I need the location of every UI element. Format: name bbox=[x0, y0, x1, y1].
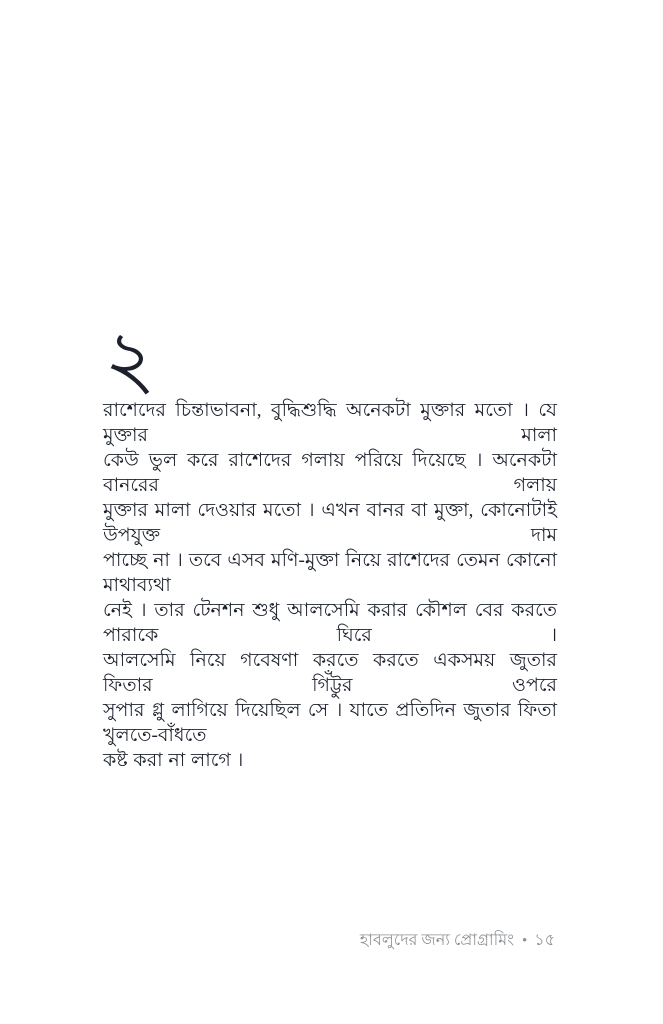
chapter-paragraph bbox=[103, 398, 557, 773]
paragraph-line: নেই । তার টেনশন শুধু আলসেমি করার কৌশল বের করতে পারাকে ঘিরে । bbox=[103, 600, 557, 646]
paragraph-line: কষ্ট করা না লাগে । bbox=[103, 750, 244, 771]
paragraph-line: মুক্তার মালা দেওয়ার মতো । এখন বানর বা মুক্তা, কোনোটাই উপযুক্ত দাম bbox=[103, 500, 557, 546]
paragraph-line: সুপার গ্লু লাগিয়ে দিয়েছিল সে । যাতে প্রতিদিন জুতার ফিতা খুলতে-বাঁধতে bbox=[103, 700, 557, 746]
footer-bullet-separator: • bbox=[521, 933, 528, 949]
paragraph-line: রাশেদের চিন্তাভাবনা, বুদ্ধিশুদ্ধি অনেকটা মুক্তার মতো । যে মুক্তার মালা bbox=[103, 400, 557, 446]
chapter-number: ২ bbox=[104, 313, 157, 406]
footer-page-number: ১৫ bbox=[534, 932, 555, 949]
paragraph-line: আলসেমি নিয়ে গবেষণা করতে করতে একসময় জুতার ফিতার গিঁট্টুর ওপরে bbox=[103, 650, 557, 696]
page-footer bbox=[103, 930, 555, 952]
paragraph-line: পাচ্ছে না । তবে এসব মণি-মুক্তা নিয়ে রাশেদের তেমন কোনো মাথাব্যথা bbox=[103, 550, 557, 596]
paragraph-line: কেউ ভুল করে রাশেদের গলায় পরিয়ে দিয়েছে । অনেকটা বানরের গলায় bbox=[103, 450, 557, 496]
footer-book-title: হাবলুদের জন্য প্রোগ্রামিং bbox=[359, 932, 514, 949]
